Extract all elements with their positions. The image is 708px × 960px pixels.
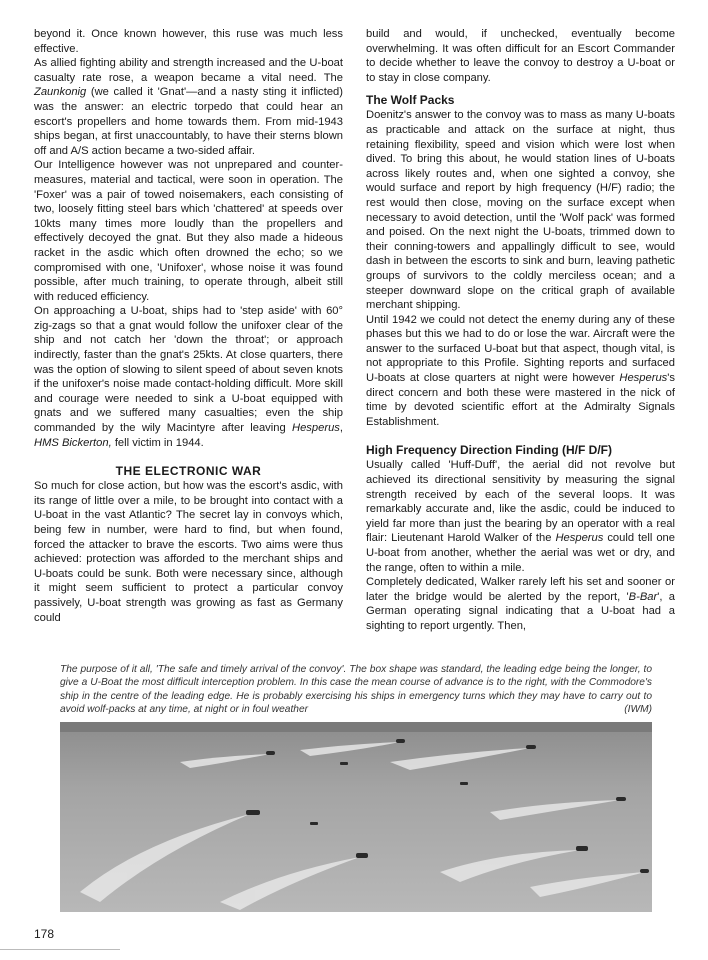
footer-rule	[0, 949, 120, 950]
paragraph: On approaching a U-boat, ships had to 'step aside' with 60° zig-zags so that a gnat would follow the unifoxer clear of the ship and not catch her 'down the throat'; or approach indirectly, faster than the gnat's 25kts. At close quarters, there was the option of slowing to silent speed of about seven knots if the unifoxer's noise made contact-holding difficult. More skill and courage were needed to sink a U-boat equipped with gnats and we suffered many casualties; even the ship commanded by the wily Macintyre after leaving Hesperus, HMS Bickerton, fell victim in 1944.	[34, 305, 343, 449]
paragraph: Doenitz's answer to the convoy was to mass as many U-boats as practicable and attack on the surface at night, thus retaining flexibility, speed and vision which were lost when dived. To bring this about, he would station lines of U-boats across likely routes and, when one sighted a convoy, she would surface and report by high frequency (H/F) radio; the rest would then close, moving on the surface except when necessary to avoid detection, until the 'Wolf pack' was formed and poised. On the next night the U-boats, trimmed down to their conning-towers and appallingly difficult to see, would dash in between the escorts to sink and burn, leaving pathetic groups of survivors to the coldly merciless ocean; and a steeper downward slope on the critical graph of available merchant shipping.	[366, 109, 675, 312]
caption-text: The purpose of it all, 'The safe and timely arrival of the convoy'. The box shape was standard, the leading edge being the longer, to give a U-Boat the most difficult interception problem. In this case the mean course of advance is to the right, with the Commodore's ship in the centre of the leading edge. He is probably exercising his ships in emergency turns which they may have to carry out to avoid wolf-packs at any time, at night or in foul weather	[60, 664, 652, 716]
paragraph: Until 1942 we could not detect the enemy during any of these phases but this we had to do or lose the war. Aircraft were the answer to the surfaced U-boat but that aspect, though vital, is not appropriate to this Profile. Sighting reports and surfaced U-boats at close quarters at night were however Hesperus's direct concern and both these were mastered in the nick of time by devoted scientific effort at the Admiralty Signals Establishment.	[366, 313, 675, 428]
page-number: 178	[34, 927, 55, 941]
section-heading: High Frequency Direction Finding (H/F D/F)	[366, 443, 612, 458]
photo-credit: (IWM)	[624, 704, 652, 716]
paragraph: As allied fighting ability and strength increased and the U-boat casualty rate rose, a weapon became a vital need. The Zaunkonig (we called it 'Gnat'—and a nasty sting it inflicted) was the answer: an electric torpedo that could hear an escort's propellers and home towards them. From mid-1943 ships began, at first unaccountably, to have their sterns blown off and A/S action became a two-sided affair.	[34, 57, 343, 157]
paragraph: Our Intelligence however was not unprepared and counter-measures, material and tactical, were soon in operation. The 'Foxer' was a pair of towed noisemakers, each consisting of two, loosely fitting steel bars which 'chattered' at speeds over 10kts many times more loudly than the propellers and effectively decoyed the gnat. But they also made a hideous racket in the asdic which often drowned the echo; so we compromised with one, 'Unifoxer', whose noise it was found possible, after much training, to operate through, albeit still with reduced efficiency.	[34, 159, 343, 303]
right-column	[366, 27, 675, 634]
photo-caption	[60, 663, 652, 717]
convoy-photo	[60, 722, 652, 912]
paragraph: build and would, if unchecked, eventually become overwhelming. It was often difficult for an Escort Commander to decide whether to leave the convoy to destroy a U-boat or to stay in close company.	[366, 28, 675, 84]
paragraph: So much for close action, but how was the escort's asdic, with its range of little over a mile, to be brought into contact with a U-boat in the vast Atlantic? The secret lay in convoys which, being few in number, were hard to find, but when found, forced the attacker to brave the escorts. Two aims were thus achieved: protection was afforded to the merchant ships and U-boats could be sunk. Both were necessary since, although it might seem sufficient to protect a particular convoy passively, U-boat strength was growing as fast as Germany could	[34, 480, 343, 624]
paragraph: Usually called 'Huff-Duff', the aerial did not revolve but achieved its directional sensitivity by measuring the signal strength received by each of the several loops. It was remarkably accurate and, like the asdic, could be induced to yield far more than just the bearing by an operator with a real flair: Lieutenant Harold Walker of the Hesperus could tell one U-boat from another, whether the aerial was wet or dry, and the range, often to within a mile.	[366, 459, 675, 574]
section-heading: THE ELECTRONIC WAR	[115, 464, 262, 479]
section-heading: The Wolf Packs	[366, 93, 455, 108]
paragraph: Completely dedicated, Walker rarely left his set and sooner or later the bridge would be alerted by the report, 'B-Bar', a German operating signal indicating that a U-boat had a sighting to report urgently. Then,	[366, 576, 675, 632]
paragraph: beyond it. Once known however, this ruse was much less effective.	[34, 28, 343, 55]
left-column	[34, 27, 343, 625]
